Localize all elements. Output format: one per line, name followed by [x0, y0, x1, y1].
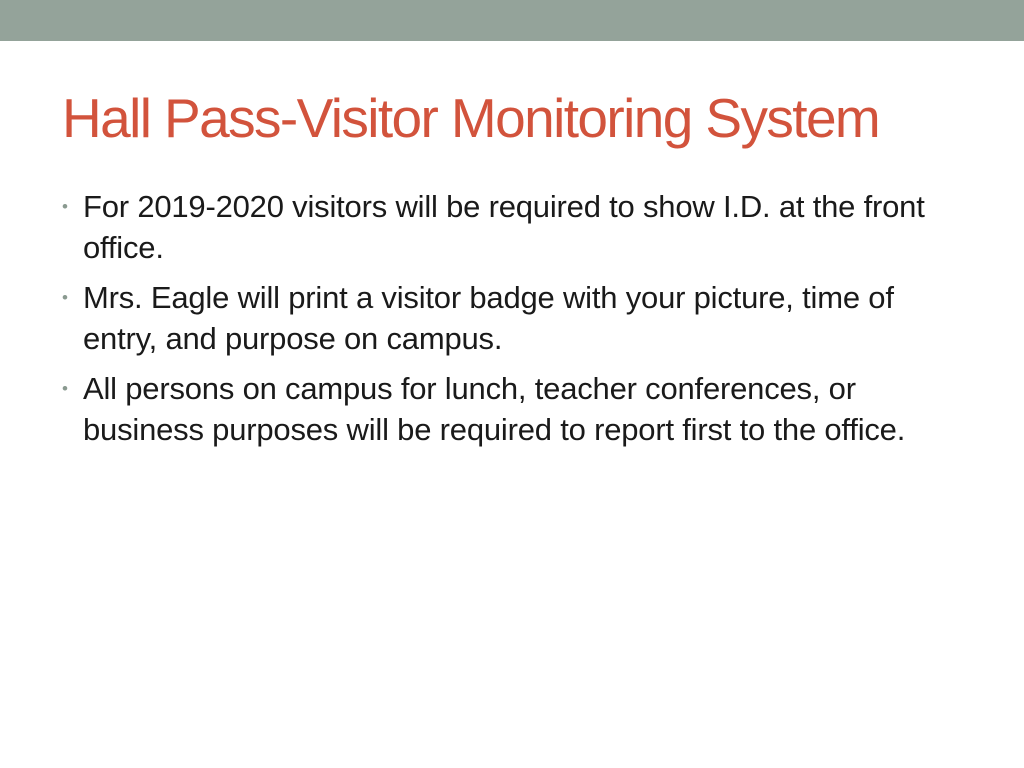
- top-accent-band: [0, 0, 1024, 41]
- bullet-text: All persons on campus for lunch, teacher conferences, or business purposes will be required to report first to the office.: [83, 371, 906, 447]
- bullet-item: [62, 186, 962, 268]
- bullet-dot-icon: •: [62, 379, 68, 398]
- bullet-list: [62, 186, 962, 459]
- bullet-dot-icon: •: [62, 288, 68, 307]
- bullet-dot-icon: •: [62, 197, 68, 216]
- bullet-text: Mrs. Eagle will print a visitor badge with your picture, time of entry, and purpose on campus.: [83, 280, 894, 356]
- bullet-item: [62, 277, 962, 359]
- slide-title: Hall Pass-Visitor Monitoring System: [62, 87, 880, 149]
- bullet-text: For 2019-2020 visitors will be required to show I.D. at the front office.: [83, 189, 925, 265]
- bullet-item: [62, 368, 962, 450]
